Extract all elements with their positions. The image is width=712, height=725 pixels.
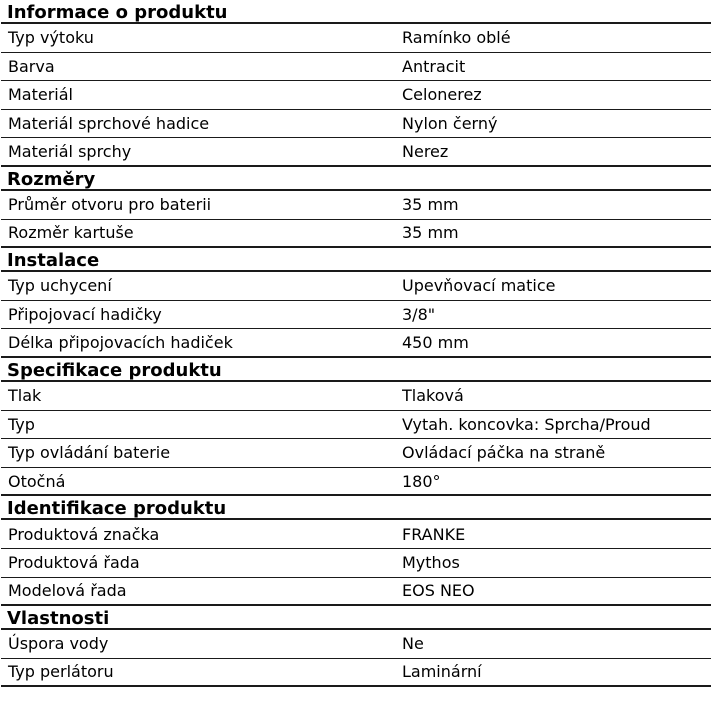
spec-row bbox=[1, 659, 711, 688]
spec-label: Délka připojovacích hadiček bbox=[8, 333, 233, 353]
spec-value: Antracit bbox=[402, 56, 466, 76]
spec-row bbox=[1, 578, 711, 607]
spec-label: Barva bbox=[8, 56, 55, 76]
spec-label: Materiál sprchy bbox=[8, 142, 132, 162]
spec-label: Připojovací hadičky bbox=[8, 305, 162, 325]
section-title: Rozměry bbox=[1, 167, 711, 191]
spec-label: Typ výtoku bbox=[8, 28, 94, 48]
product-spec-table bbox=[1, 0, 711, 687]
spec-section bbox=[1, 0, 711, 167]
spec-value: Celonerez bbox=[402, 85, 482, 105]
spec-row bbox=[1, 382, 711, 411]
spec-row bbox=[1, 301, 711, 330]
spec-row bbox=[1, 191, 711, 220]
section-title: Informace o produktu bbox=[1, 0, 711, 24]
spec-value: EOS NEO bbox=[402, 581, 475, 601]
spec-label: Rozměr kartuše bbox=[8, 223, 134, 243]
spec-value: Mythos bbox=[402, 553, 460, 573]
spec-value: Nerez bbox=[402, 142, 449, 162]
spec-row bbox=[1, 520, 711, 549]
spec-value: Tlaková bbox=[402, 386, 464, 406]
spec-row bbox=[1, 329, 711, 358]
spec-label: Typ bbox=[8, 414, 35, 434]
spec-value: Upevňovací matice bbox=[402, 276, 556, 296]
spec-label: Typ perlátoru bbox=[8, 662, 114, 682]
spec-row bbox=[1, 411, 711, 440]
spec-label: Průměr otvoru pro baterii bbox=[8, 195, 212, 215]
spec-row bbox=[1, 53, 711, 82]
spec-row bbox=[1, 110, 711, 139]
spec-section bbox=[1, 358, 711, 496]
spec-value: Nylon černý bbox=[402, 114, 498, 134]
spec-value: 450 mm bbox=[402, 333, 469, 353]
spec-section bbox=[1, 606, 711, 687]
spec-label: Úspora vody bbox=[8, 634, 109, 654]
spec-value: 35 mm bbox=[402, 223, 459, 243]
spec-row bbox=[1, 24, 711, 53]
spec-value: 3/8" bbox=[402, 305, 436, 325]
section-title: Vlastnosti bbox=[1, 606, 711, 630]
spec-section bbox=[1, 167, 711, 248]
spec-label: Modelová řada bbox=[8, 581, 127, 601]
spec-row bbox=[1, 468, 711, 497]
spec-value: 180° bbox=[402, 471, 441, 491]
spec-label: Tlak bbox=[8, 386, 42, 406]
spec-label: Produktová řada bbox=[8, 553, 140, 573]
spec-value: Laminární bbox=[402, 662, 482, 682]
spec-label: Materiál sprchové hadice bbox=[8, 114, 210, 134]
spec-row bbox=[1, 549, 711, 578]
spec-label: Materiál bbox=[8, 85, 73, 105]
spec-value: 35 mm bbox=[402, 195, 459, 215]
spec-row bbox=[1, 439, 711, 468]
spec-section bbox=[1, 496, 711, 606]
spec-value: Vytah. koncovka: Sprcha/Proud bbox=[402, 414, 651, 434]
spec-value: Ramínko oblé bbox=[402, 28, 511, 48]
section-title: Identifikace produktu bbox=[1, 496, 711, 520]
section-title: Specifikace produktu bbox=[1, 358, 711, 382]
spec-row bbox=[1, 220, 711, 249]
spec-row bbox=[1, 81, 711, 110]
spec-row bbox=[1, 272, 711, 301]
section-title: Instalace bbox=[1, 248, 711, 272]
spec-value: Ovládací páčka na straně bbox=[402, 443, 606, 463]
spec-value: Ne bbox=[402, 634, 424, 654]
spec-value: FRANKE bbox=[402, 524, 466, 544]
spec-label: Typ uchycení bbox=[8, 276, 112, 296]
spec-section bbox=[1, 248, 711, 358]
spec-row bbox=[1, 630, 711, 659]
spec-label: Produktová značka bbox=[8, 524, 160, 544]
spec-row bbox=[1, 138, 711, 167]
spec-label: Typ ovládání baterie bbox=[8, 443, 171, 463]
spec-label: Otočná bbox=[8, 471, 66, 491]
